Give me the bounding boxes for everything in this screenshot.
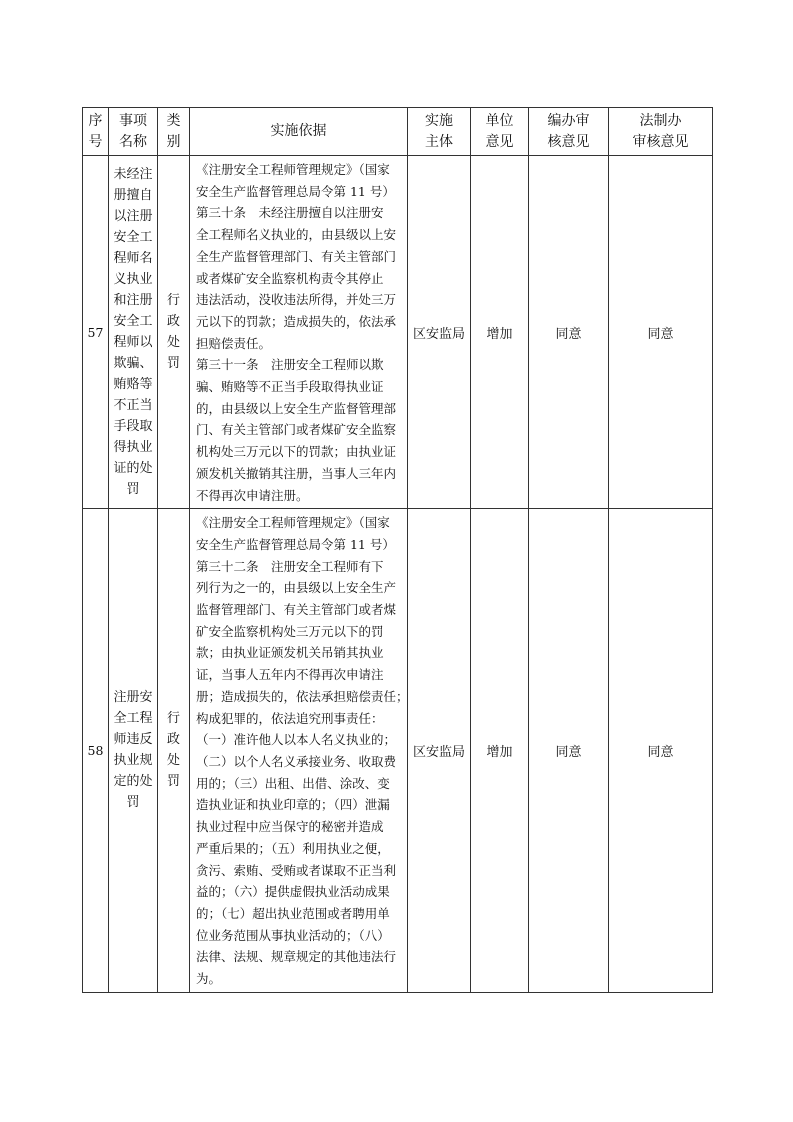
basis-line: 全生产监督管理部门、有关主管部门 — [196, 248, 397, 264]
header-legal-opinion: 法制办 审核意见 — [609, 108, 713, 156]
cell-line: 未经注 — [113, 167, 153, 183]
header-category: 类 别 — [158, 108, 190, 156]
row-category — [158, 509, 190, 992]
basis-line: 《注册安全工程师管理规定》（国家 — [196, 162, 390, 177]
row-basis — [190, 509, 408, 992]
header-basis: 实施依据 — [190, 108, 408, 156]
row-item-name — [109, 156, 158, 509]
header-staff-opinion: 编办审 核意见 — [529, 108, 609, 156]
table-row — [83, 156, 713, 509]
table-row — [83, 509, 713, 992]
header-item-name: 事项 名称 — [109, 108, 158, 156]
basis-line: 益的；（六）提供虚假执业活动成果 — [196, 884, 390, 900]
basis-line: 列行为之一的，由县级以上安全生产 — [196, 580, 397, 596]
cell-line: 以注册 — [113, 209, 153, 225]
basis-line: 严重后果的；（五）利用执业之便， — [196, 840, 390, 856]
basis-line: 位业务范围从事执业活动的；（八） — [196, 927, 390, 943]
basis-line: 第三十条 未经注册擅自以注册安 — [196, 205, 384, 221]
basis-line: 为。 — [196, 971, 222, 987]
header-row — [83, 108, 713, 156]
header-unit-opinion: 单位 意见 — [471, 108, 529, 156]
cell-line: 和注册 — [113, 293, 153, 309]
basis-line: 安全生产监督管理总局令第 11 号） — [196, 536, 395, 552]
basis-line: 颁发机关撤销其注册，当事人三年内 — [196, 465, 397, 481]
basis-line: 的，由县级以上安全生产监督管理部 — [196, 400, 397, 416]
basis-line: 用的；（三）出租、出借、涂改、变 — [196, 775, 390, 791]
basis-line: 执业过程中应当保守的秘密并造成 — [196, 819, 384, 835]
header-seq: 序 号 — [83, 108, 109, 156]
cell-line: 不正当 — [113, 398, 153, 414]
cell-line: 手段取 — [113, 419, 153, 435]
row-seq: 57 — [83, 156, 109, 509]
cell-line: 证的处 — [113, 461, 153, 477]
cell-line: 罚 — [166, 356, 180, 372]
cell-line: 欺骗、 — [113, 356, 153, 372]
header-subject: 实施 主体 — [408, 108, 471, 156]
cell-line: 处 — [166, 335, 180, 351]
row-legal-opinion: 同意 — [609, 509, 713, 992]
cell-line: 得执业 — [113, 440, 153, 456]
row-staff-opinion: 同意 — [529, 156, 609, 509]
basis-line: 机构处三万元以下的罚款；由执业证 — [196, 444, 397, 460]
basis-line: 监督管理部门、有关主管部门或者煤 — [196, 602, 397, 618]
approval-table — [82, 107, 713, 993]
basis-line: 不得再次申请注册。 — [196, 487, 309, 503]
basis-line: 第三十二条 注册安全工程师有下 — [196, 558, 384, 574]
basis-line: 册；造成损失的，依法承担赔偿责任； — [196, 688, 409, 704]
basis-line: 法律、法规、规章规定的其他违法行 — [196, 949, 397, 965]
basis-line: 的；（七）超出执业范围或者聘用单 — [196, 905, 390, 921]
basis-line: 门、有关主管部门或者煤矿安全监察 — [196, 422, 397, 438]
row-unit-opinion: 增加 — [471, 156, 529, 509]
cell-line: 注册安 — [113, 690, 153, 706]
row-unit-opinion: 增加 — [471, 509, 529, 992]
cell-line: 行 — [166, 711, 180, 727]
basis-line: 款；由执业证颁发机关吊销其执业 — [196, 645, 384, 661]
basis-line: 元以下的罚款；造成损失的，依法承 — [196, 313, 397, 329]
row-category — [158, 156, 190, 509]
cell-line: 全工程 — [113, 711, 153, 727]
basis-line: 骗、贿赂等不正当手段取得执业证 — [196, 379, 384, 395]
cell-line: 执业规 — [113, 753, 153, 769]
cell-line: 政 — [166, 732, 180, 748]
cell-line: 程师以 — [113, 335, 153, 351]
cell-line: 罚 — [126, 795, 140, 811]
cell-line: 册擅自 — [113, 188, 153, 204]
basis-line: （二）以个人名义承接业务、收取费 — [196, 753, 397, 769]
cell-line: 罚 — [126, 482, 140, 498]
basis-line: 担赔偿责任。 — [196, 335, 272, 351]
cell-line: 师违反 — [113, 732, 153, 748]
basis-line: 贪污、索贿、受贿或者谋取不正当利 — [196, 862, 397, 878]
basis-line: 造执业证和执业印章的；（四）泄漏 — [196, 797, 390, 813]
cell-line: 义执业 — [113, 272, 153, 288]
cell-line: 政 — [166, 314, 180, 330]
row-seq: 58 — [83, 509, 109, 992]
basis-line: 违法活动，没收违法所得，并处三万 — [196, 292, 397, 308]
row-staff-opinion: 同意 — [529, 509, 609, 992]
row-subject: 区安监局 — [408, 509, 471, 992]
cell-line: 罚 — [166, 774, 180, 790]
row-legal-opinion: 同意 — [609, 156, 713, 509]
basis-line: 《注册安全工程师管理规定》（国家 — [196, 515, 390, 531]
cell-line: 安全工 — [113, 314, 153, 330]
row-basis — [190, 156, 408, 509]
row-item-name — [109, 509, 158, 992]
cell-line: 定的处 — [113, 774, 153, 790]
cell-line: 贿赂等 — [113, 377, 153, 393]
basis-line: （一）准许他人以本人名义执业的； — [196, 732, 397, 748]
basis-line: 全工程师名义执业的，由县级以上安 — [196, 227, 397, 243]
cell-line: 行 — [166, 293, 180, 309]
cell-line: 安全工 — [113, 230, 153, 246]
cell-line: 处 — [166, 753, 180, 769]
basis-line: 构成犯罪的，依法追究刑事责任： — [196, 710, 384, 726]
basis-line: 或者煤矿安全监察机构责令其停止 — [196, 270, 384, 286]
row-subject: 区安监局 — [408, 156, 471, 509]
cell-line: 程师名 — [113, 251, 153, 267]
basis-line: 矿安全监察机构处三万元以下的罚 — [196, 623, 384, 639]
basis-line: 第三十一条 注册安全工程师以欺 — [196, 357, 384, 373]
basis-line: 证，当事人五年内不得再次申请注 — [196, 667, 384, 683]
basis-line: 安全生产监督管理总局令第 11 号） — [196, 183, 395, 199]
